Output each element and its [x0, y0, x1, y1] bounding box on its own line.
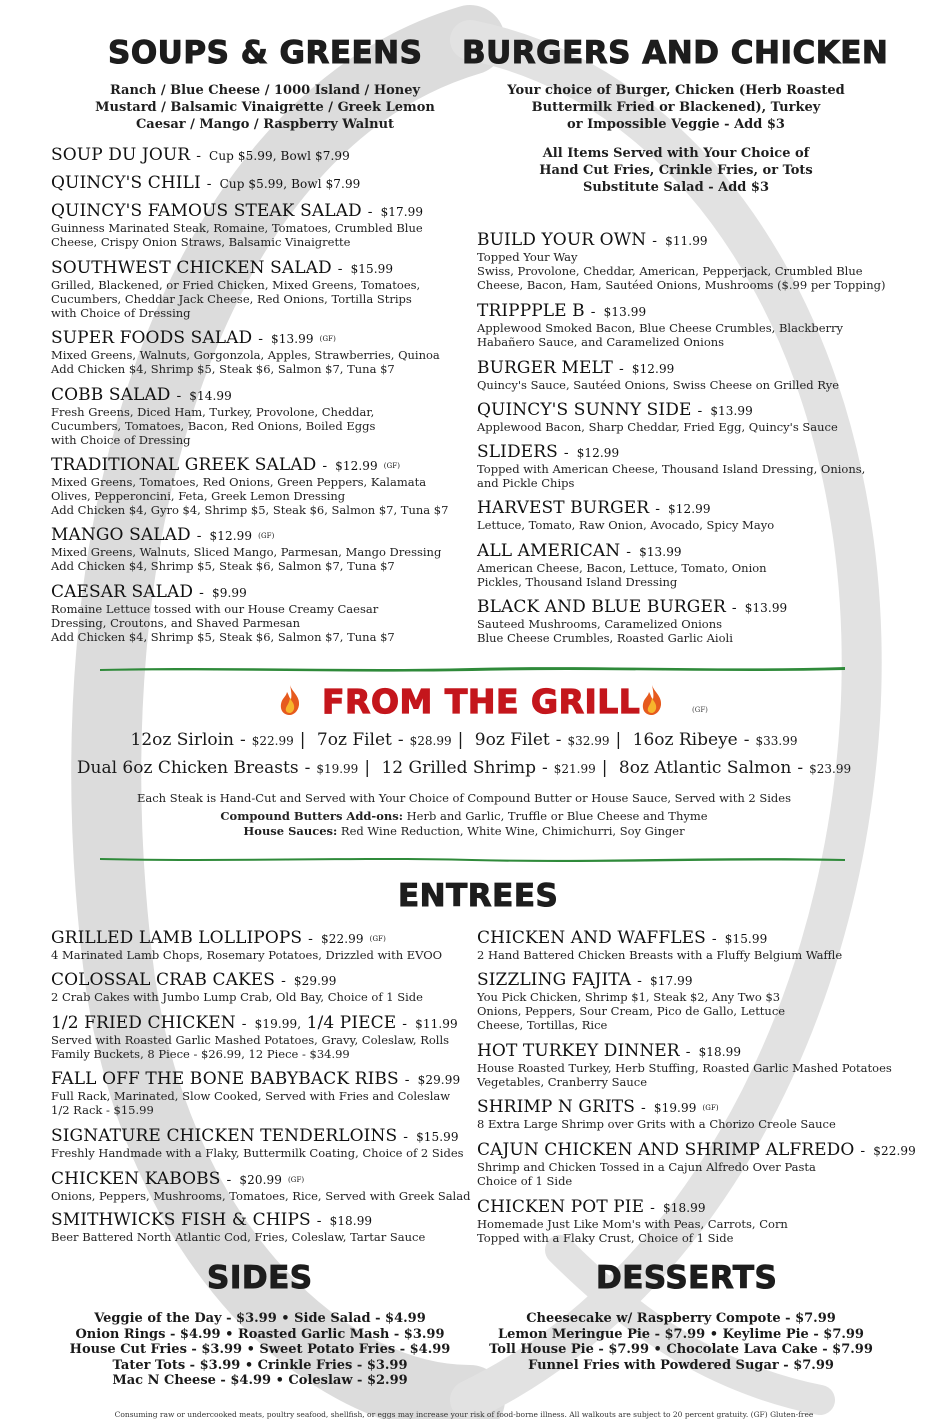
item-price: $18.99: [698, 1045, 742, 1059]
item-name: TRIPPPLE B: [477, 301, 585, 321]
from-the-grill-heading: FROM THE GRILL: [322, 682, 641, 721]
menu-item: QUINCY'S CHILI - Cup $5.99, Bowl $7.99: [51, 173, 361, 193]
item-name: QUINCY'S FAMOUS STEAK SALAD: [51, 201, 362, 221]
item-name: BURGER MELT: [477, 358, 613, 378]
grill-item-price: $28.99: [409, 734, 452, 748]
green-brush-divider: [100, 663, 845, 673]
burger-choice-note: Your choice of Burger, Chicken (Herb Roasted Buttermilk Fried or Blackened), Turkey or Impossible Veggie - Add $3: [507, 83, 845, 132]
menu-item: SHRIMP N GRITS - $19.99 (GF) 8 Extra Large Shrimp over Grits with a Chorizo Creole Sauce: [477, 1097, 836, 1131]
item-name: SOUTHWEST CHICKEN SALAD: [51, 258, 332, 278]
menu-item: COBB SALAD - $14.99 Fresh Greens, Diced Ham, Turkey, Provolone, Cheddar, Cucumbers, Tomatoes, Bacon, Red Onions, Boiled Eggs with Choice of Dressing: [51, 385, 376, 447]
item-price: $13.99: [710, 404, 753, 418]
item-price: $15.99: [350, 262, 394, 276]
item-description: Grilled, Blackened, or Fried Chicken, Mixed Greens, Tomatoes, Cucumbers, Cheddar Jack Cheese, Red Onions, Tortilla Strips with Choice of Dressing: [51, 278, 421, 320]
menu-item: TRADITIONAL GREEK SALAD - $12.99 (GF) Mixed Greens, Tomatoes, Red Onions, Green Peppers, Kalamata Olives, Pepperoncini, Feta, Greek Lemon Dressing Add Chicken $4, Gyro $4, Shrimp $5, Steak $6, Salmon $7, Tuna $7: [51, 455, 449, 517]
item-price: $18.99: [329, 1214, 373, 1228]
item-description: 2 Crab Cakes with Jumbo Lump Crab, Old Bay, Choice of 1 Side: [51, 990, 423, 1004]
item-description: You Pick Chicken, Shrimp $1, Steak $2, Any Two $3 Onions, Peppers, Sour Cream, Pico de Gallo, Lettuce Cheese, Tortillas, Rice: [477, 990, 786, 1032]
grill-item-name: 8oz Atlantic Salmon: [618, 758, 792, 778]
item-name: HARVEST BURGER: [477, 498, 650, 518]
item-name: CAESAR SALAD: [51, 582, 194, 602]
sides-line: Veggie of the Day - $3.99 • Side Salad - $4.99: [94, 1311, 426, 1326]
item-price: $20.99: [239, 1173, 282, 1187]
gluten-free-tag: (GF): [287, 1176, 305, 1184]
menu-item: HARVEST BURGER - $12.99 Lettuce, Tomato, Raw Onion, Avocado, Spicy Mayo: [477, 498, 775, 532]
menu-item: HOT TURKEY DINNER - $18.99 House Roasted Turkey, Herb Stuffing, Roasted Garlic Mashed Potatoes Vegetables, Cranberry Sauce: [477, 1041, 892, 1089]
item-price: $13.99: [603, 305, 647, 319]
menu-item: SIZZLING FAJITA - $17.99 You Pick Chicken, Shrimp $1, Steak $2, Any Two $3 Onions, Peppers, Sour Cream, Pico de Gallo, Lettuce Cheese, Tortillas, Rice: [477, 970, 786, 1032]
sides-line: House Cut Fries - $3.99 • Sweet Potato Fries - $4.99: [69, 1342, 451, 1357]
item-name: HOT TURKEY DINNER: [477, 1041, 680, 1061]
grill-item-name: 12 Grilled Shrimp: [381, 758, 537, 778]
grill-item-name: Dual 6oz Chicken Breasts: [76, 758, 299, 778]
item-price: $12.99: [576, 446, 620, 460]
item-name: SMITHWICKS FISH & CHIPS: [51, 1210, 311, 1230]
item-name: CHICKEN KABOBS: [51, 1169, 221, 1189]
sauces-options: Red Wine Reduction, White Wine, Chimichurri, Soy Ginger: [340, 824, 685, 838]
menu-item: CHICKEN KABOBS - $20.99 (GF) Onions, Peppers, Mushrooms, Tomatoes, Rice, Served with Greek Salad: [51, 1169, 471, 1203]
burger-served-note: All Items Served with Your Choice of Hand Cut Fries, Crinkle Fries, or Tots Substitute Salad - Add $3: [539, 146, 813, 195]
menu-item: BURGER MELT - $12.99 Quincy's Sauce, Sautéed Onions, Swiss Cheese on Grilled Rye: [477, 358, 840, 392]
green-brush-divider: [100, 853, 845, 863]
grill-item-price: $33.99: [755, 734, 798, 748]
item-description: Served with Roasted Garlic Mashed Potatoes, Gravy, Coleslaw, Rolls Family Buckets, 8 Piece - $26.99, 12 Piece - $34.99: [51, 1033, 450, 1061]
item-name: QUINCY'S SUNNY SIDE: [477, 400, 692, 420]
item-name: CAJUN CHICKEN AND SHRIMP ALFREDO: [477, 1140, 855, 1160]
grill-item-name: 16oz Ribeye: [632, 730, 738, 750]
grill-item-name: 12oz Sirloin: [130, 730, 235, 750]
grill-row-other: Dual 6oz Chicken Breasts - $19.99 | 12 Grilled Shrimp - $21.99 | 8oz Atlantic Salmon - $23.99: [76, 758, 852, 778]
item-description: Topped with American Cheese, Thousand Island Dressing, Onions, and Pickle Chips: [477, 462, 866, 490]
item-price: $9.99: [211, 586, 247, 600]
item-name: MANGO SALAD: [51, 525, 191, 545]
menu-item: CAESAR SALAD - $9.99 Romaine Lettuce tossed with our House Creamy Caesar Dressing, Croutons, and Shaved Parmesan Add Chicken $4, Shrimp $5, Steak $6, Salmon $7, Tuna $7: [51, 582, 395, 644]
item-extra-name: 1/4 PIECE: [306, 1013, 397, 1033]
burgers-chicken-heading: BURGERS AND CHICKEN: [462, 35, 889, 71]
item-name: ALL AMERICAN: [477, 541, 621, 561]
gluten-free-tag: (GF): [383, 462, 401, 470]
desserts-line: Cheesecake w/ Raspberry Compote - $7.99: [526, 1311, 836, 1326]
sides-line: Tater Tots - $3.99 • Crinkle Fries - $3.99: [112, 1357, 408, 1373]
menu-item: BUILD YOUR OWN - $11.99 Topped Your Way Swiss, Provolone, Cheddar, American, Pepperjack, Crumbled Blue Cheese, Bacon, Ham, Sautéed Onions, Mushrooms ($.99 per Topping): [477, 230, 886, 292]
item-price: $13.99: [639, 545, 682, 559]
gluten-free-tag: (GF): [369, 935, 386, 943]
item-name: CHICKEN AND WAFFLES: [477, 928, 706, 948]
footer-disclaimer: Consuming raw or undercooked meats, poultry seafood, shellfish, or eggs may increase your risk of food-borne illness. All walkouts are subject to 20 percent gratuity. (GF) Gluten-free: [114, 1410, 814, 1419]
item-description: Lettuce, Tomato, Raw Onion, Avocado, Spicy Mayo: [477, 518, 775, 532]
item-price: $17.99: [380, 205, 424, 219]
item-description: Applewood Bacon, Sharp Cheddar, Fried Egg, Quincy's Sauce: [477, 420, 838, 434]
sides-heading: SIDES: [207, 1260, 313, 1296]
grill-row-steaks: 12oz Sirloin - $22.99 | 7oz Filet - $28.99 | 9oz Filet - $32.99 | 16oz Ribeye - $33.99: [130, 730, 798, 750]
item-description: House Roasted Turkey, Herb Stuffing, Roasted Garlic Mashed Potatoes Vegetables, Cranberry Sauce: [477, 1061, 892, 1089]
item-description: Guinness Marinated Steak, Romaine, Tomatoes, Crumbled Blue Cheese, Crispy Onion Straws, Balsamic Vinaigrette: [51, 221, 423, 249]
item-description: Applewood Smoked Bacon, Blue Cheese Crumbles, Blackberry Habañero Sauce, and Caramelized Onions: [477, 321, 844, 349]
menu-item: SMITHWICKS FISH & CHIPS - $18.99 Beer Battered North Atlantic Cod, Fries, Coleslaw, Tartar Sauce: [51, 1210, 426, 1244]
item-price: $18.99: [662, 1201, 706, 1215]
item-name: CHICKEN POT PIE: [477, 1197, 645, 1217]
item-name: SLIDERS: [477, 442, 558, 462]
desserts-line: Funnel Fries with Powdered Sugar - $7.99: [528, 1357, 834, 1373]
gluten-free-tag: (GF): [258, 532, 275, 540]
sides-line: Mac N Cheese - $4.99 • Coleslaw - $2.99: [112, 1373, 408, 1388]
menu-item: SOUP DU JOUR - Cup $5.99, Bowl $7.99: [51, 145, 350, 165]
menu-item: BLACK AND BLUE BURGER - $13.99 Sauteed Mushrooms, Caramelized Onions Blue Cheese Crumbles, Roasted Garlic Aioli: [477, 597, 788, 645]
butters-options: Herb and Garlic, Truffle or Blue Cheese and Thyme: [406, 809, 708, 823]
item-price: $17.99: [650, 974, 693, 988]
item-price: $12.99: [209, 529, 253, 543]
menu-item: CAJUN CHICKEN AND SHRIMP ALFREDO - $22.99 Shrimp and Chicken Tossed in a Cajun Alfredo Over Pasta Choice of 1 Side: [477, 1140, 916, 1188]
item-description: American Cheese, Bacon, Lettuce, Tomato, Onion Pickles, Thousand Island Dressing: [477, 561, 767, 589]
grill-steak-note: Each Steak is Hand-Cut and Served with Your Choice of Compound Butter or House Sauce, Served with 2 Sides: [136, 791, 791, 805]
menu-item: COLOSSAL CRAB CAKES - $29.99 2 Crab Cakes with Jumbo Lump Crab, Old Bay, Choice of 1 Side: [51, 970, 423, 1004]
item-description: Romaine Lettuce tossed with our House Creamy Caesar Dressing, Croutons, and Shaved Parmesan Add Chicken $4, Shrimp $5, Steak $6, Salmon $7, Tuna $7: [51, 602, 395, 644]
item-description: Beer Battered North Atlantic Cod, Fries, Coleslaw, Tartar Sauce: [51, 1230, 426, 1244]
item-price: Cup $5.99, Bowl $7.99: [219, 177, 361, 191]
item-name: SOUP DU JOUR: [51, 145, 191, 165]
menu-item: QUINCY'S SUNNY SIDE - $13.99 Applewood Bacon, Sharp Cheddar, Fried Egg, Quincy's Sauce: [477, 400, 838, 434]
sides-line: Onion Rings - $4.99 • Roasted Garlic Mash - $3.99: [75, 1326, 445, 1342]
item-name: SIZZLING FAJITA: [477, 970, 632, 990]
item-description: 2 Hand Battered Chicken Breasts with a Fluffy Belgium Waffle: [477, 948, 843, 962]
item-description: Freshly Handmade with a Flaky, Buttermilk Coating, Choice of 2 Sides: [51, 1146, 464, 1160]
item-name: BUILD YOUR OWN: [477, 230, 647, 250]
grill-sauces-line: [0, 824, 928, 839]
item-price: $29.99: [417, 1073, 461, 1087]
item-name: SIGNATURE CHICKEN TENDERLOINS: [51, 1126, 398, 1146]
item-description: Fresh Greens, Diced Ham, Turkey, Provolone, Cheddar, Cucumbers, Tomatoes, Bacon, Red Onions, Boiled Eggs with Choice of Dressing: [51, 405, 376, 447]
item-extra-price: $11.99: [415, 1017, 458, 1031]
grill-item-name: 9oz Filet: [474, 730, 550, 750]
item-description: Quincy's Sauce, Sautéed Onions, Swiss Cheese on Grilled Rye: [477, 378, 840, 392]
item-price: $11.99: [665, 234, 708, 248]
item-description: Topped Your Way Swiss, Provolone, Cheddar, American, Pepperjack, Crumbled Blue Cheese, Bacon, Ham, Sautéed Onions, Mushrooms ($.99 per Topping): [477, 250, 886, 292]
item-price: $12.99: [335, 459, 378, 473]
grill-item-price: $22.99: [251, 734, 294, 748]
item-price: $19.99,: [254, 1017, 302, 1031]
desserts-heading: DESSERTS: [596, 1260, 778, 1296]
item-description: Onions, Peppers, Mushrooms, Tomatoes, Rice, Served with Greek Salad: [51, 1189, 471, 1203]
item-price: Cup $5.99, Bowl $7.99: [209, 149, 350, 163]
item-name: BLACK AND BLUE BURGER: [477, 597, 726, 617]
gluten-free-tag: (GF): [319, 335, 336, 343]
item-name: FALL OFF THE BONE BABYBACK RIBS: [51, 1069, 399, 1089]
grill-item-price: $19.99: [316, 762, 359, 776]
item-name: COLOSSAL CRAB CAKES: [51, 970, 276, 990]
item-description: Mixed Greens, Tomatoes, Red Onions, Green Peppers, Kalamata Olives, Pepperoncini, Feta, Greek Lemon Dressing Add Chicken $4, Gyro $4, Shrimp $5, Steak $6, Salmon $7, Tuna $7: [51, 475, 449, 517]
menu-item: ALL AMERICAN - $13.99 American Cheese, Bacon, Lettuce, Tomato, Onion Pickles, Thousand Island Dressing: [477, 541, 767, 589]
menu-item: QUINCY'S FAMOUS STEAK SALAD - $17.99 Guinness Marinated Steak, Romaine, Tomatoes, Crumbled Blue Cheese, Crispy Onion Straws, Balsamic Vinaigrette: [51, 201, 424, 249]
flame-icon: [640, 684, 664, 716]
item-price: $22.99: [321, 932, 364, 946]
butters-label: Compound Butters Add-ons:: [220, 809, 403, 823]
item-price: $12.99: [668, 502, 711, 516]
gluten-free-tag: (GF): [692, 706, 708, 714]
item-price: $15.99: [416, 1130, 459, 1144]
desserts-line: Lemon Meringue Pie - $7.99 • Keylime Pie - $7.99: [498, 1326, 864, 1342]
gluten-free-tag: (GF): [702, 1104, 719, 1112]
flame-icon: [278, 684, 302, 716]
desserts-line: Toll House Pie - $7.99 • Chocolate Lava Cake - $7.99: [489, 1342, 873, 1357]
menu-item: SIGNATURE CHICKEN TENDERLOINS - $15.99 Freshly Handmade with a Flaky, Buttermilk Coating, Choice of 2 Sides: [51, 1126, 464, 1160]
item-name: COBB SALAD: [51, 385, 171, 405]
menu-item: TRIPPPLE B - $13.99 Applewood Smoked Bacon, Blue Cheese Crumbles, Blackberry Habañero Sauce, and Caramelized Onions: [477, 301, 844, 349]
grill-butters-line: [0, 809, 928, 824]
soups-greens-heading: SOUPS & GREENS: [108, 35, 423, 71]
menu-item: CHICKEN POT PIE - $18.99 Homemade Just Like Mom's with Peas, Carrots, Corn Topped with a Flaky Crust, Choice of 1 Side: [477, 1197, 788, 1245]
item-price: $13.99: [271, 332, 314, 346]
item-name: GRILLED LAMB LOLLIPOPS: [51, 928, 303, 948]
item-name: TRADITIONAL GREEK SALAD: [51, 455, 317, 475]
grill-item-name: 7oz Filet: [316, 730, 392, 750]
item-price: $15.99: [724, 932, 768, 946]
menu-item: SLIDERS - $12.99 Topped with American Cheese, Thousand Island Dressing, Onions, and Pickle Chips: [477, 442, 866, 490]
menu-item: SUPER FOODS SALAD - $13.99 (GF) Mixed Greens, Walnuts, Gorgonzola, Apples, Strawberries, Quinoa Add Chicken $4, Shrimp $5, Steak $6, Salmon $7, Tuna $7: [51, 328, 440, 376]
item-price: $29.99: [293, 974, 337, 988]
item-description: Mixed Greens, Walnuts, Gorgonzola, Apples, Strawberries, Quinoa Add Chicken $4, Shrimp $5, Steak $6, Salmon $7, Tuna $7: [51, 348, 440, 376]
item-description: Shrimp and Chicken Tossed in a Cajun Alfredo Over Pasta Choice of 1 Side: [477, 1160, 816, 1188]
desserts-list: [466, 1311, 896, 1373]
grill-item-price: $23.99: [809, 762, 852, 776]
item-description: Homemade Just Like Mom's with Peas, Carrots, Corn Topped with a Flaky Crust, Choice of 1 Side: [477, 1217, 788, 1245]
menu-item: 1/2 FRIED CHICKEN - $19.99, 1/4 PIECE - $11.99 Served with Roasted Garlic Mashed Potatoes, Gravy, Coleslaw, Rolls Family Buckets, 8 Piece - $26.99, 12 Piece - $34.99: [51, 1013, 458, 1061]
item-description: Full Rack, Marinated, Slow Cooked, Served with Fries and Coleslaw 1/2 Rack - $15.99: [51, 1089, 451, 1117]
grill-item-price: $21.99: [553, 762, 596, 776]
item-name: QUINCY'S CHILI: [51, 173, 201, 193]
menu-item: SOUTHWEST CHICKEN SALAD - $15.99 Grilled, Blackened, or Fried Chicken, Mixed Greens, Tomatoes, Cucumbers, Cheddar Jack Cheese, Red Onions, Tortilla Strips with Choice of Dressing: [51, 258, 421, 320]
item-description: Sauteed Mushrooms, Caramelized Onions Blue Cheese Crumbles, Roasted Garlic Aioli: [477, 617, 733, 645]
item-name: 1/2 FRIED CHICKEN: [51, 1013, 236, 1033]
item-price: $14.99: [189, 389, 232, 403]
entrees-heading: ENTREES: [398, 878, 559, 914]
menu-item: FALL OFF THE BONE BABYBACK RIBS - $29.99 Full Rack, Marinated, Slow Cooked, Served with Fries and Coleslaw 1/2 Rack - $15.99: [51, 1069, 461, 1117]
sides-list: [40, 1311, 480, 1389]
dressings-list: Ranch / Blue Cheese / 1000 Island / Honey Mustard / Balsamic Vinaigrette / Greek Lemon Caesar / Mango / Raspberry Walnut: [95, 83, 435, 132]
item-description: 4 Marinated Lamb Chops, Rosemary Potatoes, Drizzled with EVOO: [51, 948, 443, 962]
menu-item: GRILLED LAMB LOLLIPOPS - $22.99 (GF) 4 Marinated Lamb Chops, Rosemary Potatoes, Drizzled with EVOO: [51, 928, 443, 962]
item-name: SUPER FOODS SALAD: [51, 328, 253, 348]
sauces-label: House Sauces:: [243, 824, 338, 838]
item-name: SHRIMP N GRITS: [477, 1097, 635, 1117]
item-price: $22.99: [873, 1144, 916, 1158]
item-price: $19.99: [653, 1101, 697, 1115]
item-description: Mixed Greens, Walnuts, Sliced Mango, Parmesan, Mango Dressing Add Chicken $4, Shrimp $5, Steak $6, Salmon $7, Tuna $7: [51, 545, 442, 573]
grill-item-price: $32.99: [567, 734, 610, 748]
item-description: 8 Extra Large Shrimp over Grits with a Chorizo Creole Sauce: [477, 1117, 836, 1131]
item-price: $12.99: [631, 362, 675, 376]
menu-item: MANGO SALAD - $12.99 (GF) Mixed Greens, Walnuts, Sliced Mango, Parmesan, Mango Dressing Add Chicken $4, Shrimp $5, Steak $6, Salmon $7, Tuna $7: [51, 525, 442, 573]
menu-item: CHICKEN AND WAFFLES - $15.99 2 Hand Battered Chicken Breasts with a Fluffy Belgium Waffle: [477, 928, 843, 962]
item-price: $13.99: [744, 601, 788, 615]
